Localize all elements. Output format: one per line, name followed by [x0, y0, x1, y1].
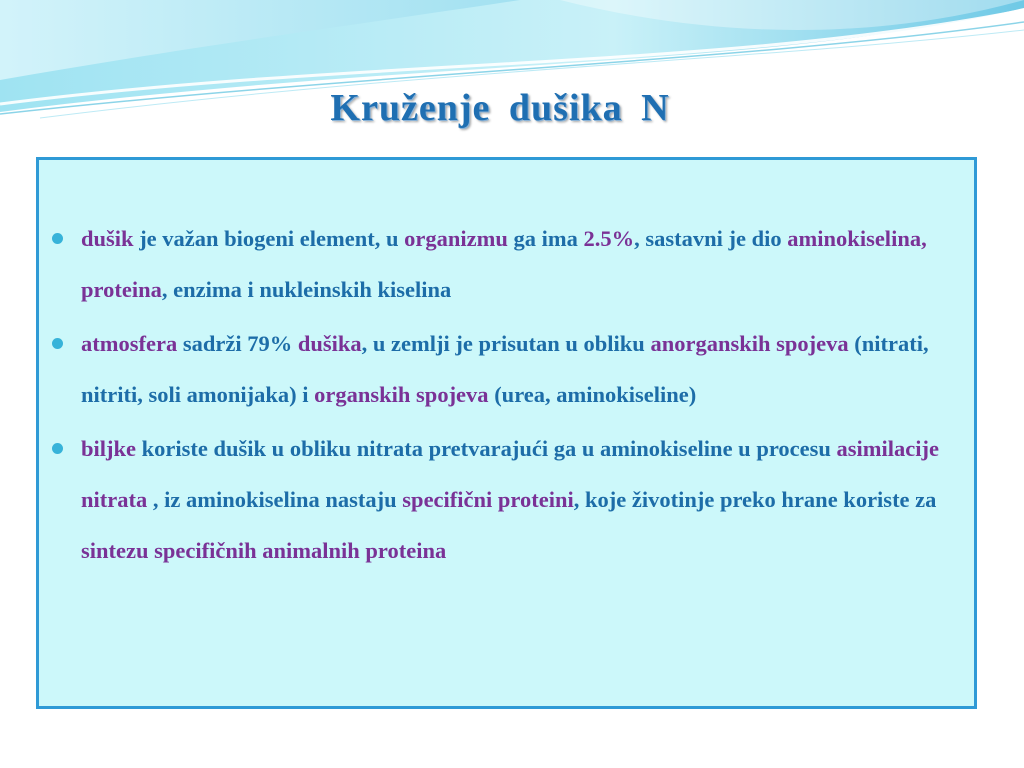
bullet-dot-icon	[52, 338, 63, 349]
bullet-text-segment: dušik	[81, 226, 140, 251]
bullet-text-segment: pretvarajući ga u aminokiseline u procesu	[428, 436, 837, 461]
bullet-text-segment: anorganskih spojeva	[650, 331, 855, 356]
content-box	[36, 157, 977, 709]
bullet-text-segment: organskih spojeva	[314, 382, 495, 407]
bullet-text-segment: ga ima	[513, 226, 584, 251]
bullet-text-segment: sadrži 79%	[182, 331, 298, 356]
bullet-item	[52, 318, 972, 420]
bullet-text-segment: 2.5%	[583, 226, 635, 251]
bullet-item	[52, 213, 972, 315]
bullet-text-segment: specifični proteini	[402, 487, 574, 512]
bullet-text-segment: organizmu	[404, 226, 514, 251]
bullet-text-segment: , u zemlji je prisutan u obliku	[361, 331, 651, 356]
bullet-text-segment: , koje životinje preko hrane koriste za	[573, 487, 937, 512]
bullet-text-segment: (urea, aminokiseline)	[494, 382, 697, 407]
bullet-text-segment: dušika	[297, 331, 362, 356]
bullet-dot-icon	[52, 233, 63, 244]
bullet-text-segment: asimilacije nitrata	[81, 436, 940, 512]
bullet-text-segment: (nitrati, nitriti, soli amonijaka) i	[81, 331, 929, 407]
bullet-item	[52, 423, 972, 576]
bullet-text-segment: biljke	[81, 436, 142, 461]
slide-title: Kruženje dušika N	[330, 87, 670, 129]
bullet-list	[52, 213, 972, 579]
bullet-dot-icon	[52, 443, 63, 454]
bullet-text-segment: atmosfera	[81, 331, 183, 356]
bullet-text-segment: aminokiselina, proteina	[81, 226, 927, 302]
bullet-text-segment: je važan biogeni element, u	[139, 226, 405, 251]
bullet-text-segment: , enzima i nukleinskih kiselina	[161, 277, 452, 302]
bullet-text-segment: , iz aminokiselina nastaju	[152, 487, 403, 512]
bullet-text-segment: sintezu specifičnih animalnih proteina	[81, 538, 447, 563]
bullet-text-segment: , sastavni je dio	[634, 226, 788, 251]
bullet-text-segment: koriste dušik u obliku nitrata	[141, 436, 429, 461]
